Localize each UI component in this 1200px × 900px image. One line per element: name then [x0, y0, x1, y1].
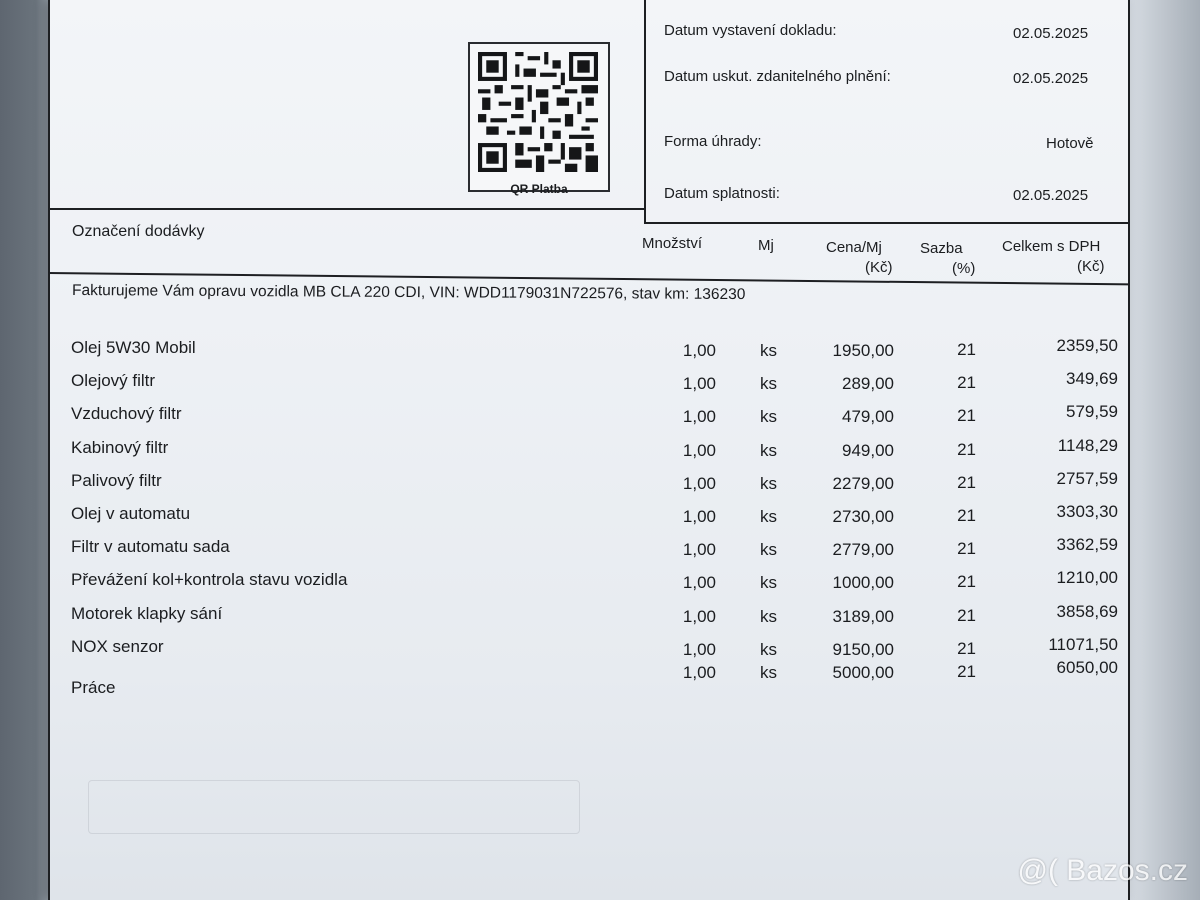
item-vat-rate: 21 — [957, 605, 976, 625]
item-name: Motorek klapky sání — [71, 603, 223, 623]
item-total: 11071,50 — [1048, 634, 1118, 654]
item-name: Olej 5W30 Mobil — [71, 338, 196, 357]
col-description-header: Označení dodávky — [72, 223, 205, 240]
taxable-date-value: 02.05.2025 — [1013, 70, 1089, 87]
item-quantity: 1,00 — [682, 573, 716, 593]
item-unit: ks — [760, 639, 777, 659]
item-total: 1148,29 — [1057, 435, 1118, 455]
item-quantity: 1,00 — [682, 639, 716, 659]
issue-date-value: 02.05.2025 — [1013, 25, 1089, 42]
item-name: Olej v automatu — [71, 504, 191, 523]
item-name: Kabinový filtr — [71, 437, 169, 457]
payment-form-label: Forma úhrady: — [664, 133, 762, 150]
col-price-header: Cena/Mj — [826, 239, 882, 256]
due-date-value: 02.05.2025 — [1013, 187, 1089, 204]
item-total: 1210,00 — [1056, 568, 1118, 588]
col-qty-header: Množství — [642, 235, 703, 252]
item-name: Palivový filtr — [71, 470, 162, 490]
item-unit-price: 5000,00 — [832, 663, 894, 682]
item-vat-rate: 21 — [957, 373, 976, 393]
item-quantity: 1,00 — [682, 507, 716, 526]
item-unit-price: 9150,00 — [832, 639, 894, 659]
item-unit: ks — [760, 507, 777, 526]
item-quantity: 1,00 — [682, 374, 716, 394]
header-divider-vertical — [644, 0, 646, 222]
item-total: 579,59 — [1066, 402, 1118, 422]
item-unit: ks — [760, 440, 777, 460]
item-total: 349,69 — [1066, 369, 1118, 389]
item-quantity: 1,00 — [682, 341, 716, 360]
col-total-header: Celkem s DPH — [1002, 238, 1101, 255]
header-bottom-rule — [48, 208, 646, 210]
item-unit-price: 1000,00 — [832, 573, 894, 593]
qr-payment-box[interactable] — [468, 42, 610, 196]
watermark-text: @( Bazos.cz — [1017, 854, 1188, 887]
invoice-intro-text: Fakturujeme Vám opravu vozidla MB CLA 220 CDI, VIN: WDD1179031N722576, stav km: 136230 — [71, 282, 746, 304]
item-unit-price: 949,00 — [842, 440, 894, 460]
item-total: 2757,59 — [1056, 468, 1118, 488]
item-vat-rate: 21 — [957, 506, 976, 525]
due-date-label: Datum splatnosti: — [664, 185, 780, 202]
item-unit: ks — [760, 473, 777, 493]
item-vat-rate: 21 — [957, 340, 976, 359]
item-unit: ks — [760, 407, 777, 427]
taxable-date-label: Datum uskut. zdanitelného plnění: — [664, 68, 891, 85]
item-name: Filtr v automatu sada — [71, 537, 230, 557]
item-quantity: 1,00 — [682, 440, 716, 460]
item-unit-price: 3189,00 — [832, 606, 894, 626]
item-total: 3858,69 — [1056, 601, 1118, 621]
item-vat-rate: 21 — [957, 662, 976, 681]
faint-bleedthrough-box — [88, 780, 580, 834]
item-unit: ks — [760, 573, 777, 593]
issue-date-label: Datum vystavení dokladu: — [664, 22, 837, 39]
col-rate-header: Sazba — [920, 240, 963, 257]
col-unit-header: Mj — [758, 237, 774, 254]
item-total: 3362,59 — [1056, 535, 1118, 555]
item-unit-price: 479,00 — [842, 407, 894, 427]
item-name: Olejový filtr — [71, 371, 156, 391]
item-vat-rate: 21 — [957, 472, 976, 492]
item-name: Práce — [71, 678, 116, 697]
item-quantity: 1,00 — [682, 407, 716, 427]
item-vat-rate: 21 — [957, 572, 976, 592]
item-unit: ks — [760, 374, 777, 394]
item-total: 2359,50 — [1056, 336, 1118, 355]
item-unit: ks — [760, 663, 777, 682]
item-unit-price: 2779,00 — [832, 540, 894, 560]
item-vat-rate: 21 — [957, 439, 976, 459]
qr-code-icon — [478, 52, 598, 172]
item-unit: ks — [760, 341, 777, 360]
item-total: 6050,00 — [1056, 658, 1118, 677]
col-rate-unit: (%) — [952, 260, 976, 277]
col-total-unit: (Kč) — [1077, 258, 1105, 275]
item-unit-price: 1950,00 — [832, 341, 894, 360]
item-quantity: 1,00 — [682, 473, 716, 493]
item-name: Převážení kol+kontrola stavu vozidla — [71, 570, 348, 590]
col-price-unit: (Kč) — [865, 259, 893, 276]
item-unit: ks — [760, 606, 777, 626]
item-quantity: 1,00 — [682, 540, 716, 560]
item-unit-price: 289,00 — [842, 374, 894, 394]
item-quantity: 1,00 — [682, 663, 716, 682]
item-vat-rate: 21 — [957, 638, 976, 658]
item-vat-rate: 21 — [957, 406, 976, 426]
item-total: 3303,30 — [1056, 502, 1118, 521]
right-border — [1128, 0, 1130, 900]
item-vat-rate: 21 — [957, 539, 976, 559]
payment-form-value: Hotově — [1046, 135, 1094, 152]
left-border — [48, 0, 50, 900]
item-name: Vzduchový filtr — [71, 404, 182, 424]
item-name: NOX senzor — [71, 636, 164, 656]
item-quantity: 1,00 — [682, 606, 716, 626]
header-bottom-rule-right — [644, 222, 1130, 224]
item-unit: ks — [760, 540, 777, 560]
qr-label: QR Platba — [510, 182, 568, 196]
item-unit-price: 2730,00 — [832, 507, 894, 526]
item-unit-price: 2279,00 — [832, 473, 894, 493]
